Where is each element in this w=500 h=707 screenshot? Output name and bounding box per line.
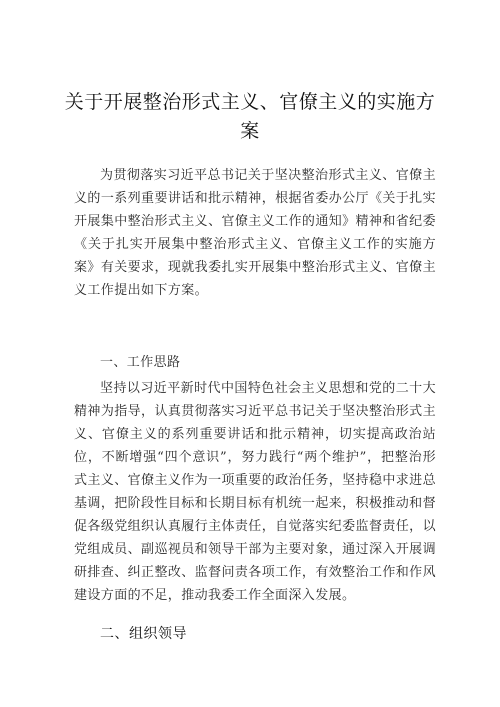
document-title: 关于开展整治形式主义、官僚主义的实施方案 xyxy=(64,91,436,142)
section-heading-organization: 二、组织领导 xyxy=(100,626,187,642)
work-approach-paragraph: 坚持以习近平新时代中国特色社会主义思想和党的二十大精神为指导，认真贯彻落实习近平总书记关于坚决整治形式主义、官僚主义的系列重要讲话和批示精神，切实提高政治站位，不断增强“四个意识”，努力践行“两个维护”，把整治形式主义、官僚主义作为一项重要的政治任务，坚持稳中求进总基调，把阶段性目标和长期目标有机统一起来，积极推动和督促各级党组织认真履行主体责任，自觉落实纪委监督责任，以党组成员、副巡视员和领导干部为主要对象，通过深入开展调研排查、纠正整改、监督问责各项工作，有效整治工作和作风建设方面的不足，推动我委工作全面深入发展。 xyxy=(74,381,436,603)
section-heading-work-approach: 一、工作思路 xyxy=(100,355,181,370)
intro-paragraph: 为贯彻落实习近平总书记关于坚决整治形式主义、官僚主义的一系列重要讲话和批示精神，根据省委办公厅《关于扎实开展集中整治形式主义、官僚主义工作的通知》精神和省纪委《关于扎实开展集中整治形式主义、官僚主义工作的实施方案》有关要求，现就我委扎实开展集中整治形式主义、官僚主义工作提出如下方案。 xyxy=(74,168,436,298)
